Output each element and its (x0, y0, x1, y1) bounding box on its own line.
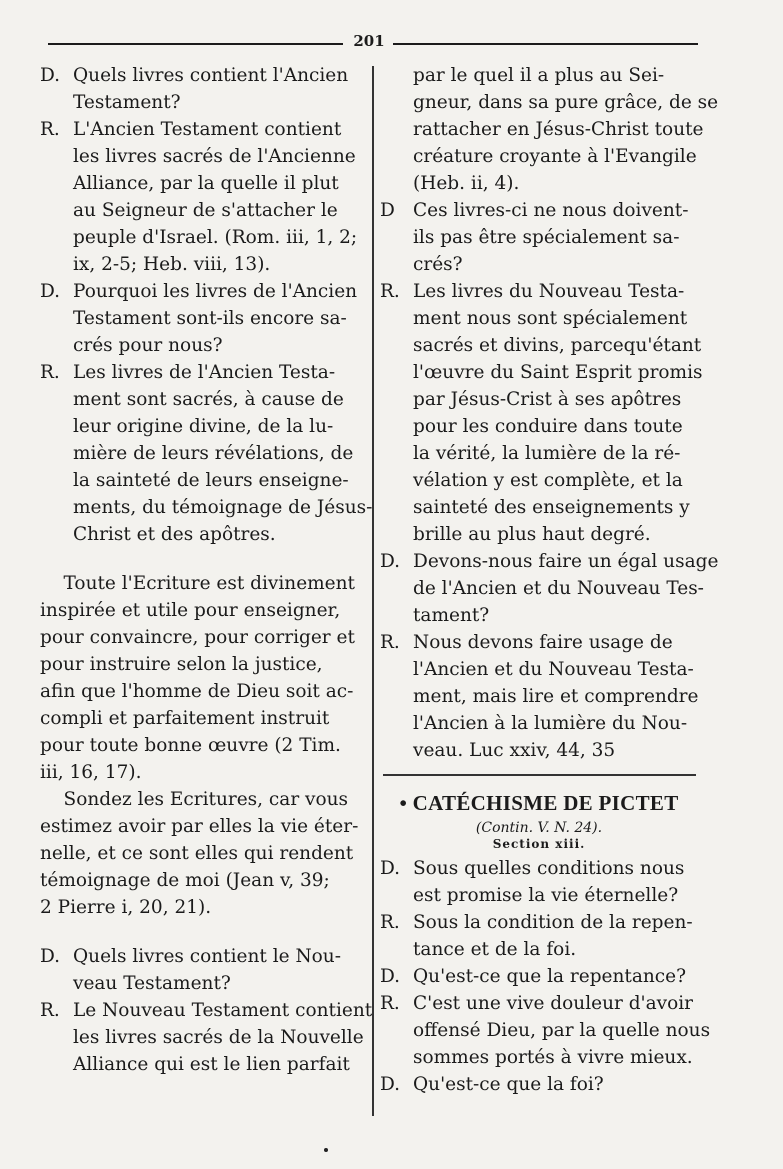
header-rule-left (48, 43, 343, 45)
text-line: vélation y est complète, et la (413, 470, 683, 491)
question-block (380, 963, 698, 990)
text-line: Alliance qui est le lien parfait (73, 1054, 350, 1075)
text-line: Les livres du Nouveau Testa- (413, 281, 685, 302)
qa-text (413, 548, 718, 629)
text-line: témoignage de moi (Jean v, 39; (40, 870, 330, 891)
qa-text (73, 62, 358, 116)
qa-label: R. (40, 119, 60, 140)
text-line: pour instruire selon la justice, (40, 654, 323, 675)
qa-text (413, 990, 710, 1071)
text-line: Ces livres-ci ne nous doivent- (413, 200, 689, 221)
text-line: Quels livres contient le Nou- (73, 946, 341, 967)
text-line: les livres sacrés de l'Ancienne (73, 146, 356, 167)
text-line: Devons-nous faire un égal usage (413, 551, 719, 572)
text-line: Qu'est-ce que la foi? (413, 1074, 604, 1095)
answer-block (40, 997, 373, 1078)
text-line: Sondez les Ecritures, car vous (40, 789, 349, 810)
question-block (40, 62, 358, 116)
left-column (40, 62, 373, 1078)
text-line: nelle, et ce sont elles qui rendent (40, 843, 354, 864)
catechism-section (380, 786, 711, 1098)
catechism-title: • CATÉCHISME DE PICTET (399, 791, 679, 815)
text-line: sainteté des enseignements y (413, 497, 690, 518)
qa-label: R. (380, 281, 400, 302)
qa-label: D. (380, 1074, 401, 1095)
question-block (40, 943, 358, 997)
text-line: Testament sont-ils encore sa- (73, 308, 347, 329)
text-line: veau. Luc xxiv, 44, 35 (413, 740, 616, 761)
text-line: l'œuvre du Saint Esprit promis (413, 362, 703, 383)
text-line: rattacher en Jésus-Christ toute (413, 119, 704, 140)
section-separator (383, 774, 696, 776)
answer-block (380, 278, 703, 548)
answer-block (40, 359, 373, 548)
qa-text (73, 997, 372, 1078)
qa-text (413, 1071, 698, 1098)
text-line: brille au plus haut degré. (413, 524, 651, 545)
text-line: par le quel il a plus au Sei- (413, 65, 665, 86)
text-line: Les livres de l'Ancien Testa- (73, 362, 336, 383)
text-line: ment, mais lire et comprendre (413, 686, 699, 707)
continued-block (380, 62, 719, 197)
qa-text (413, 855, 698, 909)
text-line: tance et de la foi. (413, 939, 577, 960)
text-line: l'Ancien et du Nouveau Testa- (413, 659, 694, 680)
text-line: afin que l'homme de Dieu soit ac- (40, 681, 354, 702)
text-line: Sous quelles conditions nous (413, 858, 685, 879)
text-line: est promise la vie éternelle? (413, 885, 679, 906)
text-line: (Heb. ii, 4). (413, 173, 520, 194)
answer-block (380, 909, 698, 963)
text-line: crés? (413, 254, 463, 275)
block-gap (40, 921, 358, 943)
scripture-paragraph (40, 786, 358, 921)
text-line: ment nous sont spécialement (413, 308, 688, 329)
text-line: la vérité, la lumière de la ré- (413, 443, 681, 464)
answer-block (40, 116, 358, 278)
text-line: ment sont sacrés, à cause de (73, 389, 344, 410)
qa-label: R. (380, 993, 400, 1014)
text-line: la sainteté de leurs enseigne- (73, 470, 349, 491)
qa-text (413, 62, 718, 197)
text-line: C'est une vive douleur d'avoir (413, 993, 694, 1014)
text-line: Alliance, par la quelle il plut (73, 173, 339, 194)
text-line: les livres sacrés de la Nouvelle (73, 1027, 364, 1048)
text-line: leur origine divine, de la lu- (73, 416, 334, 437)
text-line: L'Ancien Testament contient (73, 119, 342, 140)
qa-text (73, 116, 358, 278)
text-line: Christ et des apôtres. (73, 524, 276, 545)
ink-speck (324, 1148, 328, 1152)
text-line: crés pour nous? (73, 335, 223, 356)
text-line: Le Nouveau Testament contient (73, 1000, 373, 1021)
header-rule-right (393, 43, 698, 45)
text-line: pour toute bonne œuvre (2 Tim. (40, 735, 341, 756)
text-line: mière de leurs révélations, de (73, 443, 354, 464)
text-line: l'Ancien à la lumière du Nou- (413, 713, 688, 734)
text-line: au Seigneur de s'attacher le (73, 200, 338, 221)
text-line: tament? (413, 605, 490, 626)
text-line: ments, du témoignage de Jésus- (73, 497, 373, 518)
text-line: inspirée et utile pour enseigner, (40, 600, 341, 621)
qa-text (413, 963, 698, 990)
qa-label: R. (380, 632, 400, 653)
text-line: créature croyante à l'Evangile (413, 146, 697, 167)
text-line: peuple d'Israel. (Rom. iii, 1, 2; (73, 227, 358, 248)
catechism-continuation: (Contin. V. N. 24). (475, 820, 603, 836)
answer-block (380, 629, 698, 764)
qa-text (413, 278, 703, 548)
text-line: compli et parfaitement instruit (40, 708, 330, 729)
qa-label: R. (40, 362, 60, 383)
qa-label: D (380, 200, 395, 221)
text-line: Testament? (73, 92, 181, 113)
text-line: 2 Pierre i, 20, 21). (40, 897, 212, 918)
text-line: iii, 16, 17). (40, 762, 142, 783)
qa-label (380, 62, 413, 197)
text-line: offensé Dieu, par la quelle nous (413, 1020, 711, 1041)
answer-block (380, 990, 711, 1071)
qa-label: D. (380, 966, 401, 987)
text-line: Quels livres contient l'Ancien (73, 65, 349, 86)
qa-text (413, 909, 698, 963)
qa-label: D. (380, 858, 401, 879)
text-line: sacrés et divins, parcequ'étant (413, 335, 702, 356)
catechism-questions (380, 855, 711, 1098)
text-line: veau Testament? (73, 973, 231, 994)
text-line: ix, 2-5; Heb. viii, 13). (73, 254, 271, 275)
question-block (380, 855, 698, 909)
qa-text (73, 359, 372, 548)
text-line: estimez avoir par elles la vie éter- (40, 816, 359, 837)
text-line: de l'Ancien et du Nouveau Tes- (413, 578, 704, 599)
text-line: Nous devons faire usage de (413, 632, 673, 653)
page-number: 201 (353, 32, 385, 50)
qa-label: D. (40, 281, 61, 302)
qa-label: D. (40, 65, 61, 86)
page-header (48, 32, 698, 52)
text-line: par Jésus-Crist à ses apôtres (413, 389, 682, 410)
question-block (380, 197, 698, 278)
text-line: Qu'est-ce que la repentance? (413, 966, 687, 987)
qa-label: R. (380, 912, 400, 933)
qa-text (413, 197, 698, 278)
question-block (380, 1071, 698, 1098)
question-block (40, 278, 358, 359)
block-gap (40, 548, 358, 570)
text-line: pour les conduire dans toute (413, 416, 683, 437)
text-line: gneur, dans sa pure grâce, de se (413, 92, 719, 113)
column-divider (372, 66, 374, 1116)
qa-text (73, 278, 358, 359)
text-line: pour convaincre, pour corriger et (40, 627, 355, 648)
qa-label: R. (40, 1000, 60, 1021)
catechism-section-number: Section xiii. (492, 837, 586, 851)
text-line: Sous la condition de la repen- (413, 912, 693, 933)
qa-label: D. (380, 551, 401, 572)
text-line: sommes portés à vivre mieux. (413, 1047, 693, 1068)
text-line: Toute l'Ecriture est divinement (40, 573, 355, 594)
question-block (380, 548, 719, 629)
right-column (380, 62, 719, 764)
text-line: Pourquoi les livres de l'Ancien (73, 281, 358, 302)
qa-text (73, 943, 358, 997)
qa-text (413, 629, 698, 764)
qa-label: D. (40, 946, 61, 967)
text-line: ils pas être spécialement sa- (413, 227, 680, 248)
scripture-paragraph (40, 570, 358, 786)
